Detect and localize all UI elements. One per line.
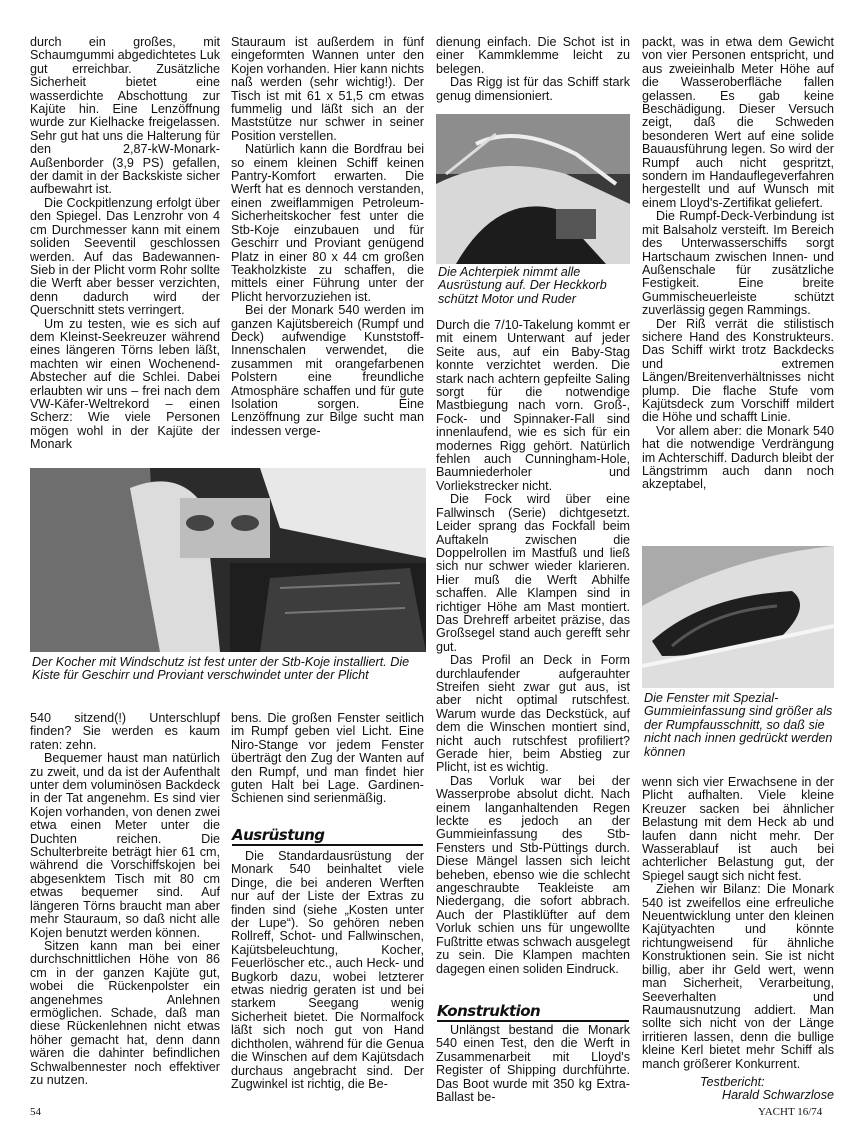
magazine-issue: YACHT 16/74 [758, 1106, 823, 1118]
paragraph: Der Riß verrät die stilistisch sichere Hand des Konstrukteurs. Das Schiff wirkt trotz Backdecks und extremen Längen/Breitenverhältnisses nicht plump. Die flache Stufe vom Kajütsdeck zum Vorschiff mildert die Höhe und schafft Linie. [642, 316, 834, 425]
paragraph: Unlängst bestand die Monark 540 einen Test, den die Werft in Zusammenarbeit mit Lloyd's Register of Shipping durchführte. Das Boot wurde mit 350 kg Extra-Ballast be- [436, 1023, 630, 1105]
paragraph: Ziehen wir Bilanz: Die Monark 540 ist zweifellos eine erfreuliche Neuentwicklung unter den kleinen Kajütyachten und könnte richtungweisend für ähnliche Konstruktionen sein. Sie ist nicht billig, aber ihr Geld wert, wenn man Sicherheit, Verarbeitung, Seeverhalten und Raumausnutzung addiert. Man sollte sich nicht von der Länge irritieren lassen, denn die bullige kleine Kerl bietet mehr Schiff als manch größerer Konkurrent. [642, 882, 834, 1071]
paragraph: Das Vorluk war bei der Wasserprobe absolut dicht. Nach einem langanhaltenden Regen leckte es jedoch an der Gummieinfassung des Stb-Fensters und Stb-Püttings durch. Diese Mängel lassen sich leicht beheben, ebenso wie die schlecht angeschraubte Teakleiste am Niedergang, die sofort abbrach. Auch der Plastiklüfter auf dem Vorluk schien uns für ungewollte Fußtritte etwas schwach ausgelegt zu sein. Die Klampen machten dagegen einen soliden Eindruck. [436, 773, 630, 976]
paragraph: Sitzen kann man bei einer durchschnittlichen Höhe von 86 cm in der ganzen Kajüte gut, wobei die Rückenpolster ein angenehmes Anlehnen ermöglichen. Schade, daß man diese Rückenlehnen nicht etwas höher gemacht hat, denn dann wären die dahinter befindlichen Schwalbennester noch effektiver zu nutzen. [30, 938, 220, 1087]
paragraph: dienung einfach. Die Schot ist in einer Kammklemme leicht zu belegen. [436, 35, 630, 76]
col3-bottom-text [436, 1024, 630, 1104]
heading-konstruktion: Konstruktion [437, 1002, 629, 1022]
paragraph: Natürlich kann die Bordfrau bei so einem kleinen Schiff keinen Pantry-Komfort erwarten. Die Werft hat es dennoch verstanden, einen zweiflammigen Petroleum-Sicherheitskocher fest unter die Stb-Koje einzubauen und für Geschirr und Proviant genügend Platz in einer 80 x 44 cm großen Teakholzkiste zu schaffen, die mittels einer Führung unter der Plicht hervorzuziehen ist. [231, 142, 424, 304]
page-number: 54 [30, 1106, 41, 1118]
paragraph: Die Cockpitlenzung erfolgt über den Spiegel. Das Lenzrohr von 4 cm Durchmesser kann mit einem soliden Seeventil geschlossen werden. Auf das Badewannen-Sieb in der Plicht vorm Rohr sollte die Werft aber besser verzichten, denn dadurch wird der Querschnitt stets verringert. [30, 195, 220, 318]
col1-top-text [30, 36, 220, 452]
paragraph: Vor allem aber: die Monark 540 hat die notwendige Verdrängung im Achterschiff. Dadurch bleibt der Längstrimm auch dann noch akzeptabel, [642, 423, 834, 492]
caption-achterpiek: Die Achterpiek nimmt alle Ausrüstung auf. Der Heckkorb schützt Motor und Ruder [438, 265, 607, 306]
credit-name: Harald Schwarzlose [722, 1088, 834, 1102]
col4-bottom-text [642, 776, 834, 1071]
col2-ausruestung-text [231, 850, 424, 1091]
col2-bottom-text [231, 712, 424, 806]
col1-bottom-text [30, 712, 220, 1087]
caption-kocher: Der Kocher mit Windschutz ist fest unter der Stb-Koje installiert. Die Kiste für Geschirr und Proviant verschwindet unter der Plicht [32, 655, 410, 683]
paragraph: 540 sitzend(!) Unterschlupf finden? Sie werden es kaum raten: zehn. [30, 711, 220, 752]
paragraph: Die Fock wird über eine Fallwinsch (Serie) dichtgesetzt. Leider sprang das Fockfall beim Auftakeln zwischen die Doppelrollen im Mastfuß und ließ sich nur schwer wieder klarieren. Hier muß die Werft Abhilfe schaffen. Alle Klampen sind in richtiger Höhe am Mast montiert. Das Drehreff arbeitet präzise, das Großsegel stand auch gerefft sehr gut. [436, 492, 630, 654]
paragraph: Das Rigg ist für das Schiff stark genug dimensioniert. [436, 75, 630, 103]
col2-top-text [231, 36, 424, 438]
col3-mid-text [436, 319, 630, 976]
paragraph: Das Profil an Deck in Form durchlaufender aufgerauhter Streifen sieht zwar gut aus, ist aber nicht optimal rutschfest. Warum wurde das Deckstück, auf dem die Winschen montiert sind, nicht auch rutschfest profiliert? Gerade hier, beim Abstieg zur Plicht, ist es wichtig. [436, 653, 630, 775]
paragraph: Stauraum ist außerdem in fünf eingeformten Wannen unter den Kojen vorhanden. Hier kann nichts naß werden (sehr wichtig!). Der Tisch ist mit 61 x 51,5 cm etwas fummelig und läßt sich an der Maststütze nur schwer in seiner Position verstellen. [231, 35, 424, 143]
paragraph: Bei der Monark 540 werden im ganzen Kajütsbereich (Rumpf und Deck) aufwendige Kunststoff-Innenschalen verwendet, die zusammen mit orangefarbenen Polstern eine freundliche Atmosphäre schaffen und für gute Isolation sorgen. Eine Lenzöffnung zur Bilge sucht man indessen verge- [231, 303, 424, 438]
paragraph: Um zu testen, wie es sich auf dem Kleinst-Seekreuzer während eines längeren Törns leben läßt, machten wir einen Wochenend-Abstecher auf die Schlei. Dabei erlaubten wir uns – frei nach dem VW-Käfer-Weltrekord – einen Scherz: Wie viele Personen mögen wohl in der Kajüte der Monark [30, 316, 220, 452]
paragraph: Die Rumpf-Deck-Verbindung ist mit Balsaholz versteift. Im Bereich des Unterwasserschiffs sorgt Hartschaum zwischen Innen- und Außenschale für zusätzliche Festigkeit. Eine breite Gummischeuerleiste schützt zuverlässig gegen Rammings. [642, 209, 834, 318]
paragraph: wenn sich vier Erwachsene in der Plicht aufhalten. Viele kleine Kreuzer sacken bei ähnlicher Belastung mit dem Heck ab und laufen dann nicht mehr. Der Wasserablauf ist auch bei achterlicher Belastung gut, der Spiegel saugt sich nicht fest. [642, 775, 834, 883]
caption-fenster: Die Fenster mit Spezial-Gummieinfassung sind größer als der Rumpfausschnitt, so daß sie nicht nach innen gedrückt werden können [644, 691, 833, 759]
photo-achterpiek [436, 114, 630, 264]
heading-ausruestung: Ausrüstung [232, 826, 423, 846]
paragraph: Bequemer haust man natürlich zu zweit, und da ist der Aufenthalt unter dem voluminösen Backdeck in der Tat angenehm. Es sind vier Kojen vorhanden, von denen zwei etwa einen Meter unter die Duchten reichen. Die Schulterbreite beträgt hier 61 cm, während die Vorschiffskojen bei abgesenktem Tisch mit 80 cm etwas bequemer sind. Auf längeren Törns braucht man aber mehr Stauraum, so daß nicht alle Kojen benutzt werden können. [30, 751, 220, 940]
paragraph: Die Standardausrüstung der Monark 540 beinhaltet viele Dinge, die bei anderen Werften nur auf der Liste der Extras zu finden sind (siehe „Kosten unter der Lupe“). So gehören neben Rollreff, Schot- und Fallwinschen, Kajütsbeleuchtung, Kocher, Feuerlöscher etc., auch Heck- und Bugkorb dazu, wobei letzterer etwas niedrig geraten ist und bei starkem Seegang wenig Sicherheit bietet. Die Normalfock läßt sich noch gut von Hand dichtholen, während für die Genua die Winschen auf dem Kajütsdach durchaus angebracht sind. Der Zugwinkel ist richtig, die Be- [231, 849, 424, 1091]
paragraph: durch ein großes, mit Schaumgummi abgedichtetes Luk gut erreichbar. Zusätzliche Sicherheit bietet eine wasserdichte Abschottung zur Kajüte hin. Eine Lenzöffnung wurde zur Kielhacke freigelassen. Sehr gut hat uns die Halterung für den 2,87-kW-Monark-Außenborder (3,9 PS) gefallen, der damit in der Backskiste sicher aufbewahrt ist. [30, 35, 220, 197]
photo-kocher [30, 468, 426, 652]
paragraph: packt, was in etwa dem Gewicht von vier Personen entspricht, und aus zweieinhalb Meter Höhe auf die Wasseroberfläche fallen gelassen. Es gab keine Beschädigung. Dieser Versuch zeigt, daß die Schweden besonderen Wert auf eine solide Bauausführung legen. So wird der Rumpf auch nicht gespritzt, sondern im Handauflegeverfahren hergestellt und auf Wunsch mit einem Lloyd's-Zertifikat geliefert. [642, 35, 834, 210]
col4-top-text [642, 36, 834, 492]
paragraph: bens. Die großen Fenster seitlich im Rumpf geben viel Licht. Eine Niro-Stange vor jedem Fenster überträgt den Zug der Wanten auf den Rumpf, und man findet hier guten Halt bei Lage. Gardinen-Schienen sind serienmäßig. [231, 711, 424, 806]
photo-fenster [642, 546, 834, 688]
paragraph: Durch die 7/10-Takelung kommt er mit einem Unterwant auf jeder Seite aus, auf ein Baby-Stag konnte verzichtet werden. Die stark nach achtern gepfeilte Saling sorgt für die notwendige Mastbiegung nach vorn. Groß-, Fock- und Spinnaker-Fall sind innenlaufend, wie es sich für ein modernes Rigg gehört. Natürlich fehlen auch Cunningham-Hole, Baumniederholer und Vorliekstrecker nicht. [436, 318, 630, 493]
credit-label: Testbericht: [700, 1075, 765, 1089]
col3-top-text [436, 36, 630, 103]
